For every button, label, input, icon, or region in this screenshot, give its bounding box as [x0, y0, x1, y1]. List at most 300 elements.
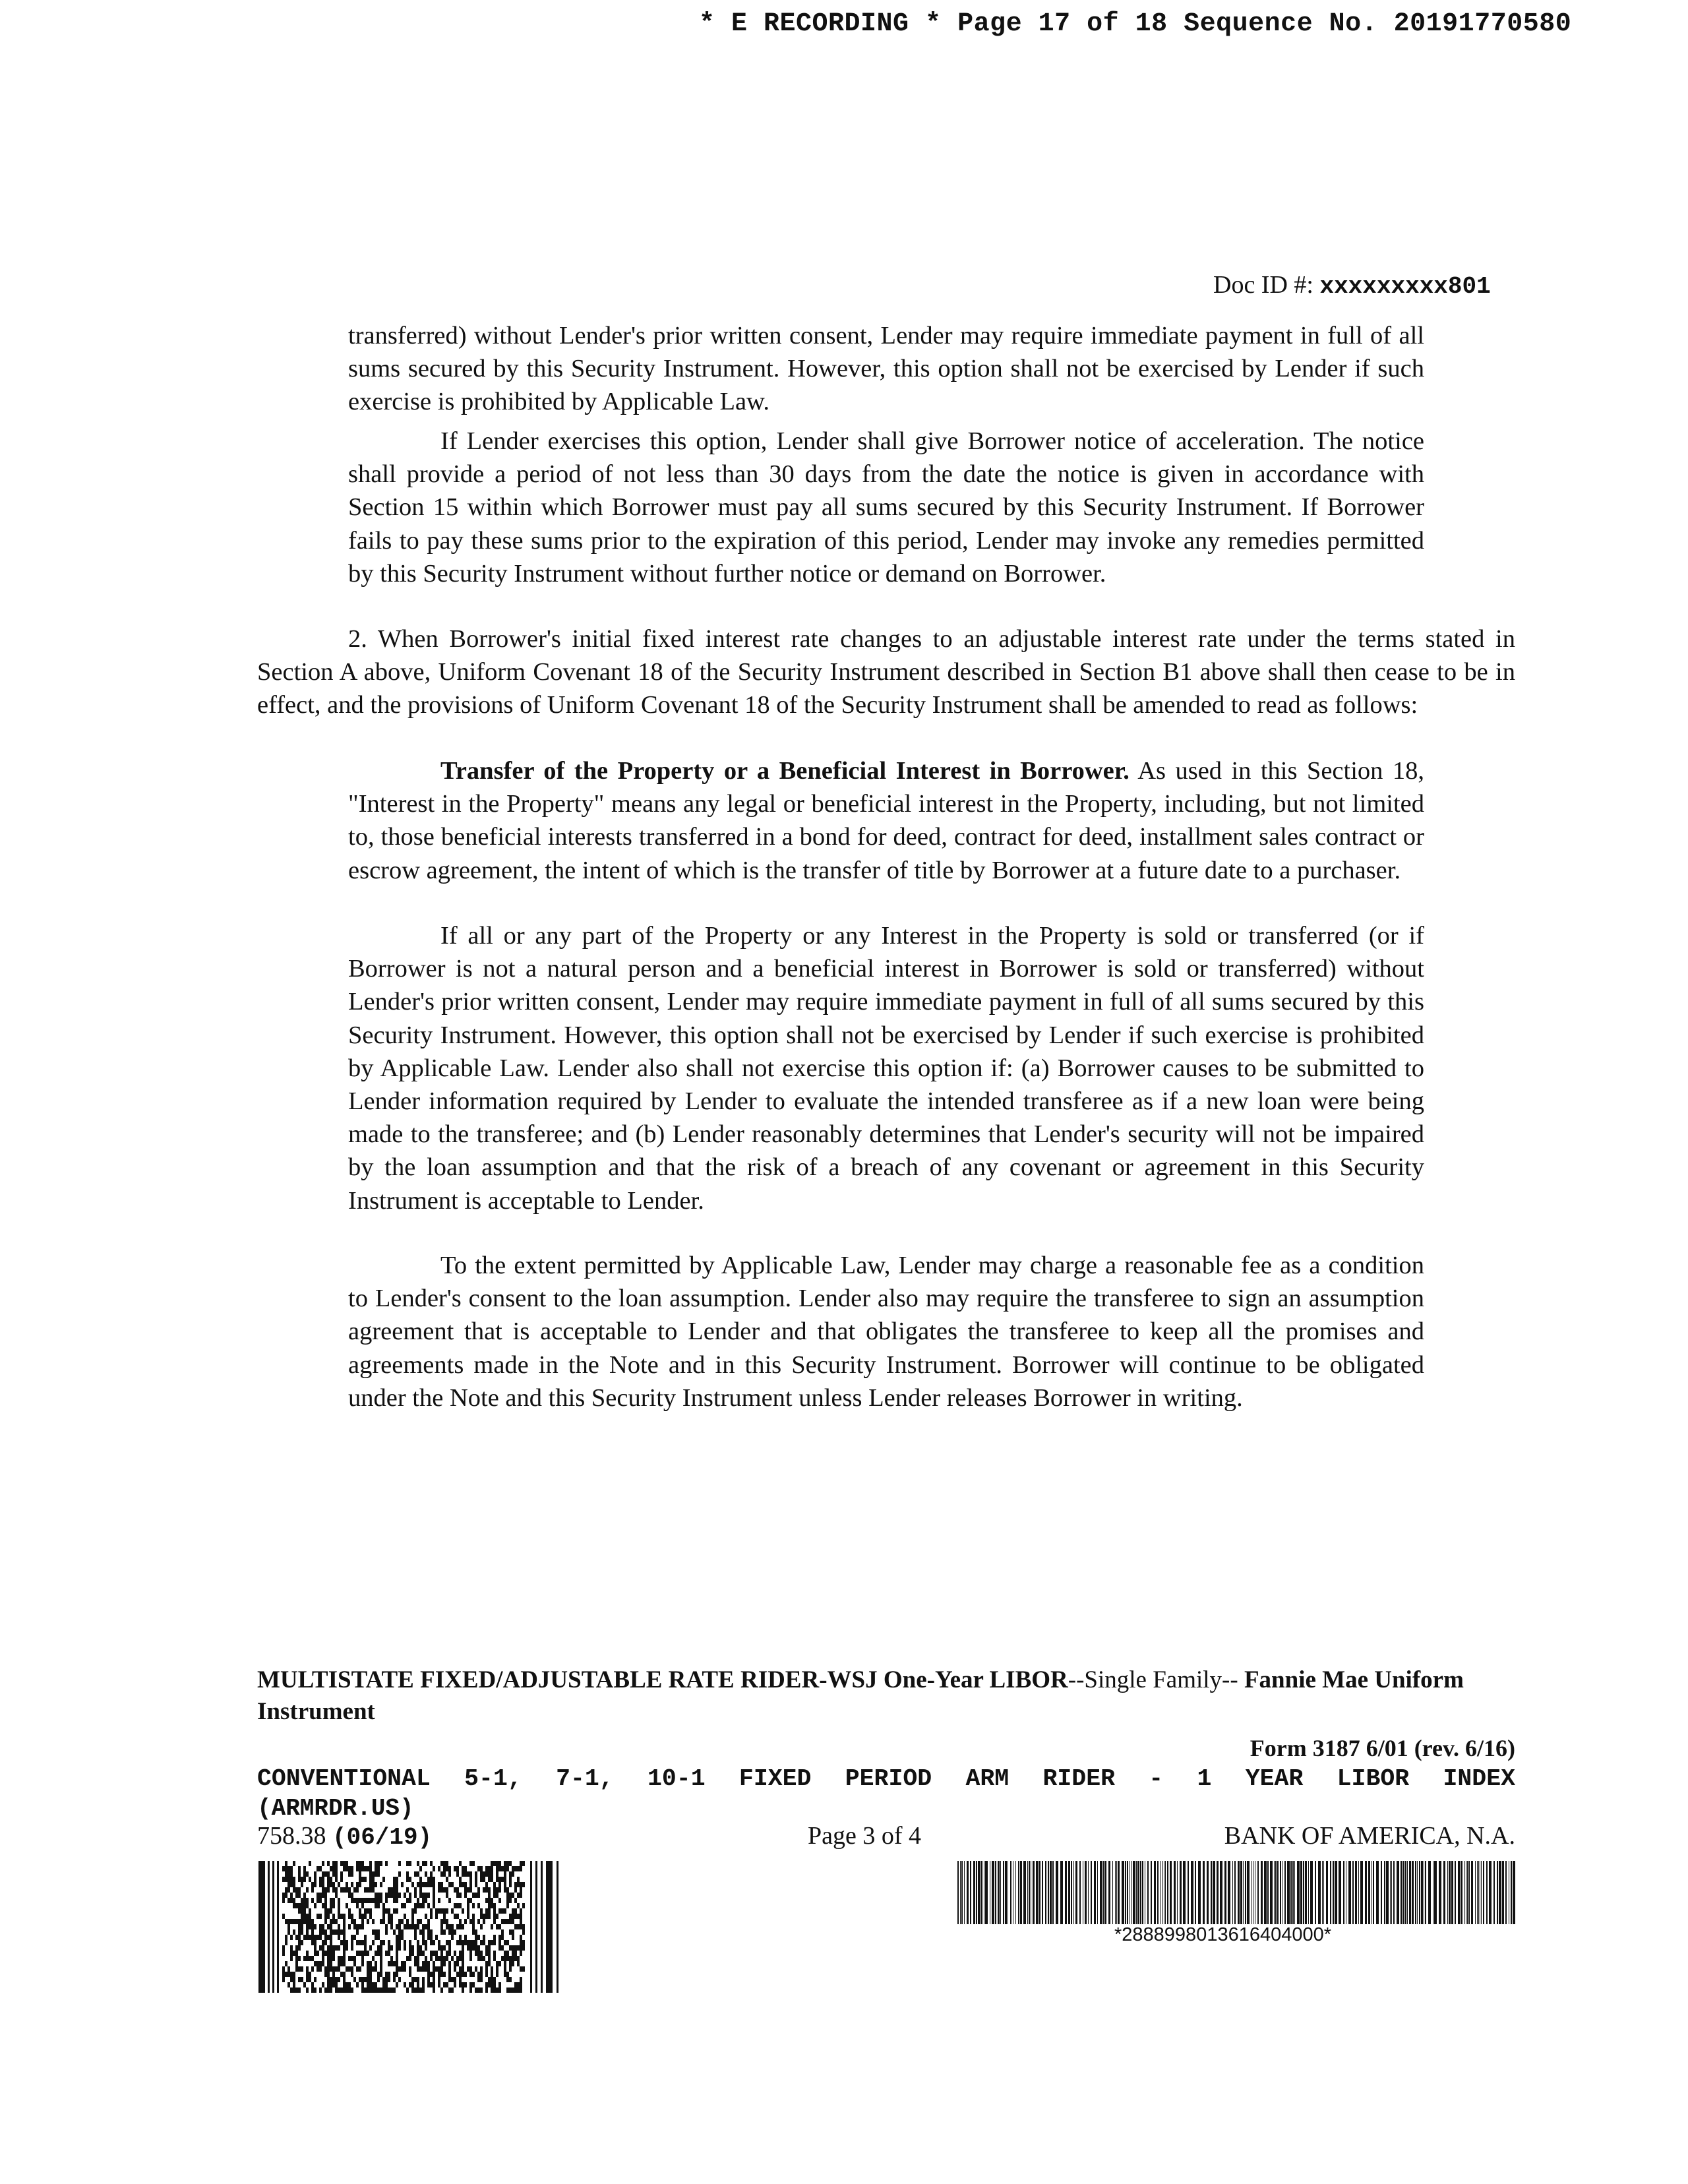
barcode-module	[290, 1919, 293, 1924]
barcode-module	[298, 1966, 301, 1972]
barcode-module	[498, 1898, 501, 1903]
barcode-module	[298, 1866, 301, 1871]
barcode-module	[327, 1961, 330, 1966]
barcode-module	[293, 1972, 295, 1977]
barcode-module	[324, 1908, 327, 1914]
barcode-module	[517, 1987, 520, 1993]
barcode-bar	[1234, 1861, 1236, 1924]
barcode-bar	[1326, 1861, 1328, 1924]
barcode-module	[488, 1903, 491, 1908]
barcode-module	[340, 1956, 343, 1961]
barcode-module	[311, 1919, 314, 1924]
barcode-bar	[1376, 1861, 1379, 1924]
barcode-module	[485, 1898, 488, 1903]
barcode-module	[375, 1982, 377, 1987]
barcode-module	[319, 1924, 322, 1929]
barcode-module	[430, 1956, 433, 1961]
barcode-module	[506, 1951, 509, 1956]
barcode-bar	[1094, 1861, 1096, 1924]
barcode-bar	[1091, 1861, 1092, 1924]
barcode-bar	[1391, 1861, 1392, 1924]
barcode-module	[338, 1977, 340, 1982]
barcode-module	[343, 1982, 346, 1987]
barcode-module	[414, 1929, 417, 1935]
barcode-module	[522, 1945, 525, 1951]
barcode-module	[488, 1945, 491, 1951]
barcode-module	[385, 1951, 388, 1956]
barcode-module	[480, 1940, 483, 1945]
barcode-bar	[1464, 1861, 1465, 1924]
barcode-bar	[1425, 1861, 1426, 1924]
barcode-module	[509, 1882, 512, 1887]
barcode-bar	[998, 1861, 1000, 1924]
barcode-module	[438, 1972, 440, 1977]
barcode-module	[361, 1914, 364, 1919]
barcode-module	[369, 1866, 372, 1871]
barcode-module	[451, 1977, 454, 1982]
barcode-module	[327, 1972, 330, 1977]
barcode-module	[388, 1940, 390, 1945]
barcode-module	[335, 1966, 338, 1972]
barcode-module	[496, 1893, 498, 1898]
barcode-module	[372, 1882, 375, 1887]
barcode-module	[496, 1866, 498, 1871]
barcode-module	[287, 1866, 290, 1871]
barcode-module	[314, 1961, 316, 1966]
barcode-module	[485, 1972, 488, 1977]
barcode-module	[367, 1866, 369, 1871]
barcode-bar	[1073, 1861, 1074, 1924]
barcode-bar	[1447, 1861, 1448, 1924]
barcode-module	[467, 1898, 469, 1903]
barcode-module	[417, 1977, 419, 1982]
barcode-module	[332, 1956, 335, 1961]
barcode-module	[409, 1972, 411, 1977]
barcode-module	[485, 1987, 488, 1993]
barcode-module	[454, 1887, 456, 1893]
barcode-module	[493, 1914, 496, 1919]
paragraph-text	[348, 754, 1424, 887]
barcode-module	[327, 1982, 330, 1987]
barcode-module	[438, 1882, 440, 1887]
barcode-module	[411, 1914, 414, 1919]
barcode-bar	[1075, 1861, 1077, 1924]
barcode-module	[409, 1945, 411, 1951]
barcode-module	[509, 1861, 512, 1866]
barcode-module	[520, 1908, 522, 1914]
barcode-bar	[964, 1861, 965, 1924]
barcode-bar	[1257, 1861, 1259, 1924]
barcode-module	[401, 1929, 404, 1935]
barcode-bar	[1220, 1861, 1222, 1924]
barcode-module	[335, 1887, 338, 1893]
barcode-module	[459, 1940, 462, 1945]
barcode-bar	[1015, 1861, 1016, 1924]
barcode-module	[464, 1919, 467, 1924]
barcode-module	[520, 1977, 522, 1982]
barcode-bar	[1071, 1861, 1072, 1924]
barcode-module	[443, 1887, 446, 1893]
barcode-module	[343, 1914, 346, 1919]
barcode-module	[520, 1924, 522, 1929]
barcode-module	[343, 1945, 346, 1951]
barcode-module	[398, 1929, 401, 1935]
barcode-module	[306, 1987, 309, 1993]
barcode-module	[322, 1940, 324, 1945]
barcode-module	[285, 1871, 287, 1877]
barcode-module	[419, 1887, 422, 1893]
barcode-module	[375, 1871, 377, 1877]
barcode-module	[293, 1919, 295, 1924]
barcode-module	[509, 1877, 512, 1882]
barcode-module	[393, 1893, 396, 1898]
barcode-bar	[1050, 1861, 1052, 1924]
barcode-bar	[967, 1861, 969, 1924]
barcode-module	[488, 1898, 491, 1903]
barcode-module	[417, 1861, 419, 1866]
barcode-module	[496, 1861, 498, 1866]
barcode-module	[295, 1935, 298, 1940]
barcode-module	[295, 1945, 298, 1951]
barcode-module	[375, 1935, 377, 1940]
barcode-module	[338, 1987, 340, 1993]
barcode-module	[385, 1908, 388, 1914]
barcode-module	[475, 1935, 477, 1940]
barcode-module	[504, 1966, 506, 1972]
barcode-module	[488, 1908, 491, 1914]
barcode-module	[303, 1866, 306, 1871]
barcode-module	[367, 1987, 369, 1993]
barcode-module	[359, 1898, 361, 1903]
barcode-bar	[1240, 1861, 1242, 1924]
barcode-module	[498, 1908, 501, 1914]
barcode-module	[517, 1893, 520, 1898]
barcode-module	[438, 1977, 440, 1982]
barcode-module	[496, 1871, 498, 1877]
barcode-module	[493, 1861, 496, 1866]
barcode-module	[372, 1940, 375, 1945]
barcode-module	[469, 1987, 472, 1993]
barcode-module	[462, 1908, 464, 1914]
barcode-module	[293, 1903, 295, 1908]
barcode-module	[520, 1882, 522, 1887]
barcode-bar	[1042, 1861, 1043, 1924]
barcode-module	[330, 1866, 332, 1871]
barcode-module	[430, 1940, 433, 1945]
barcode-module	[377, 1951, 380, 1956]
barcode-module	[335, 1871, 338, 1877]
barcode-module	[464, 1972, 467, 1977]
barcode-module	[353, 1919, 356, 1924]
barcode-module	[498, 1982, 501, 1987]
barcode-module	[324, 1987, 327, 1993]
barcode-module	[485, 1887, 488, 1893]
barcode-module	[306, 1903, 309, 1908]
barcode-module	[448, 1940, 451, 1945]
barcode-module	[343, 1977, 346, 1982]
barcode-module	[469, 1882, 472, 1887]
barcode-module	[295, 1951, 298, 1956]
barcode-module	[430, 1871, 433, 1877]
barcode-module	[340, 1914, 343, 1919]
barcode-module	[475, 1929, 477, 1935]
barcode-module	[290, 1972, 293, 1977]
barcode-bar	[1284, 1861, 1286, 1924]
paragraph-text: If Lender exercises this option, Lender shall give Borrower notice of acceleration. The notice shall provide a period of not less than 30 days from the date the notice is given in accordance with Section 15 within which Borrower must pay all sums secured by this Security Instrument. If Borrower fails to pay these sums prior to the expiration of this period, Lender may invoke any remedies permitted by this Security Instrument without further notice or demand on Borrower.	[348, 427, 1424, 588]
barcode-module	[485, 1871, 488, 1877]
barcode-module	[295, 1893, 298, 1898]
barcode-module	[488, 1887, 491, 1893]
barcode-module	[377, 1893, 380, 1898]
barcode-module	[459, 1951, 462, 1956]
barcode-bar	[1497, 1861, 1498, 1924]
barcode-module	[340, 1887, 343, 1893]
barcode-module	[498, 1882, 501, 1887]
barcode-module	[351, 1893, 353, 1898]
barcode-module	[282, 1966, 285, 1972]
barcode-module	[491, 1866, 493, 1871]
barcode-module	[396, 1945, 398, 1951]
barcode-module	[454, 1961, 456, 1966]
barcode-module	[396, 1935, 398, 1940]
barcode-module	[491, 1987, 493, 1993]
barcode-module	[512, 1951, 514, 1956]
barcode-bar	[1330, 1861, 1331, 1924]
barcode-module	[306, 1972, 309, 1977]
barcode-module	[380, 1961, 382, 1966]
barcode-module	[322, 1882, 324, 1887]
barcode-module	[425, 1966, 427, 1972]
barcode-module	[417, 1945, 419, 1951]
barcode-module	[359, 1924, 361, 1929]
barcode-module	[343, 1940, 346, 1945]
barcode-module	[522, 1882, 525, 1887]
barcode-module	[438, 1887, 440, 1893]
barcode-module	[504, 1866, 506, 1871]
barcode-module	[369, 1861, 372, 1866]
barcode-module	[367, 1887, 369, 1893]
barcode-module	[327, 1956, 330, 1961]
barcode-module	[301, 1903, 303, 1908]
barcode-bar	[1065, 1861, 1067, 1924]
barcode-module	[356, 1882, 359, 1887]
barcode-module	[327, 1914, 330, 1919]
barcode-module	[369, 1877, 372, 1882]
barcode-module	[398, 1861, 401, 1866]
barcode-module	[446, 1924, 448, 1929]
barcode-module	[385, 1972, 388, 1977]
barcode-module	[504, 1919, 506, 1924]
barcode-module	[514, 1908, 517, 1914]
barcode-module	[301, 1924, 303, 1929]
barcode-module	[324, 1935, 327, 1940]
barcode-module	[404, 1903, 406, 1908]
barcode-module	[504, 1861, 506, 1866]
barcode-module	[272, 1861, 274, 1993]
barcode-bar	[1478, 1861, 1479, 1924]
barcode-module	[338, 1966, 340, 1972]
barcode-module	[287, 1877, 290, 1882]
barcode-module	[419, 1966, 422, 1972]
barcode-module	[522, 1940, 525, 1945]
barcode-module	[319, 1914, 322, 1919]
barcode-module	[319, 1987, 322, 1993]
barcode-module	[322, 1903, 324, 1908]
barcode-module	[382, 1987, 385, 1993]
barcode-bar	[1455, 1861, 1456, 1924]
barcode-module	[287, 1871, 290, 1877]
barcode-bar	[1033, 1861, 1035, 1924]
barcode-module	[406, 1919, 409, 1924]
barcode-bar	[1290, 1861, 1292, 1924]
barcode-bar	[995, 1861, 996, 1924]
barcode-module	[422, 1935, 425, 1940]
barcode-module	[364, 1887, 367, 1893]
barcode-module	[422, 1940, 425, 1945]
barcode-module	[330, 1977, 332, 1982]
barcode-module	[512, 1919, 514, 1924]
barcode-module	[369, 1882, 372, 1887]
barcode-module	[393, 1961, 396, 1966]
barcode-module	[385, 1977, 388, 1982]
barcode-bar	[1203, 1861, 1205, 1924]
barcode-module	[509, 1956, 512, 1961]
barcode-module	[409, 1898, 411, 1903]
barcode-module	[459, 1882, 462, 1887]
barcode-module	[361, 1956, 364, 1961]
barcode-module	[433, 1903, 435, 1908]
barcode-bar	[1511, 1861, 1512, 1924]
barcode-bar	[1195, 1861, 1196, 1924]
barcode-module	[414, 1956, 417, 1961]
barcode-module	[359, 1861, 361, 1866]
barcode-module	[330, 1940, 332, 1945]
barcode-module	[419, 1866, 422, 1871]
barcode-module	[459, 1935, 462, 1940]
barcode-module	[493, 1903, 496, 1908]
barcode-module	[496, 1914, 498, 1919]
barcode-module	[493, 1908, 496, 1914]
barcode-module	[364, 1987, 367, 1993]
barcode-module	[324, 1898, 327, 1903]
barcode-module	[338, 1903, 340, 1908]
barcode-module	[512, 1866, 514, 1871]
barcode-module	[375, 1929, 377, 1935]
barcode-module	[446, 1877, 448, 1882]
barcode-module	[493, 1982, 496, 1987]
barcode-module	[440, 1882, 443, 1887]
barcode-module	[504, 1877, 506, 1882]
barcode-module	[401, 1919, 404, 1924]
barcode-module	[512, 1871, 514, 1877]
barcode-module	[372, 1982, 375, 1987]
barcode-module	[520, 1861, 522, 1866]
barcode-module	[477, 1987, 480, 1993]
barcode-module	[477, 1887, 480, 1893]
barcode-module	[427, 1977, 430, 1982]
barcode-module	[448, 1966, 451, 1972]
barcode-module	[498, 1887, 501, 1893]
barcode-module	[332, 1866, 335, 1871]
barcode-module	[496, 1972, 498, 1977]
barcode-module	[409, 1956, 411, 1961]
barcode-module	[480, 1908, 483, 1914]
barcode-module	[364, 1977, 367, 1982]
barcode-module	[353, 1956, 356, 1961]
barcode-bar	[1403, 1861, 1404, 1924]
barcode-bar	[1020, 1861, 1022, 1924]
barcode-module	[488, 1951, 491, 1956]
barcode-module	[504, 1951, 506, 1956]
barcode-bar	[1365, 1861, 1367, 1924]
barcode-module	[330, 1924, 332, 1929]
barcode-module	[282, 1866, 285, 1871]
barcode-module	[364, 1914, 367, 1919]
barcode-module	[522, 1861, 525, 1866]
barcode-module	[361, 1961, 364, 1966]
barcode-module	[469, 1871, 472, 1877]
barcode-module	[372, 1966, 375, 1972]
barcode-module	[324, 1887, 327, 1893]
barcode-module	[298, 1924, 301, 1929]
barcode-module	[327, 1935, 330, 1940]
barcode-module	[346, 1945, 348, 1951]
barcode-module	[324, 1914, 327, 1919]
barcode-module	[287, 1898, 290, 1903]
barcode-module	[293, 1987, 295, 1993]
barcode-module	[430, 1861, 433, 1866]
barcode-module	[353, 1924, 356, 1929]
barcode-module	[330, 1898, 332, 1903]
barcode-module	[343, 1924, 346, 1929]
barcode-module	[282, 1898, 285, 1903]
barcode-module	[388, 1914, 390, 1919]
barcode-module	[311, 1940, 314, 1945]
barcode-module	[311, 1924, 314, 1929]
barcode-module	[409, 1966, 411, 1972]
barcode-module	[398, 1924, 401, 1929]
barcode-module	[467, 1887, 469, 1893]
barcode-module	[359, 1877, 361, 1882]
barcode-module	[369, 1887, 372, 1893]
barcode-module	[335, 1877, 338, 1882]
barcode-module	[464, 1882, 467, 1887]
recording-header: * E RECORDING * Page 17 of 18 Sequence No. 20191770580	[699, 9, 1572, 39]
barcode-module	[491, 1877, 493, 1882]
barcode-module	[522, 1929, 525, 1935]
barcode-module	[446, 1951, 448, 1956]
barcode-module	[375, 1861, 377, 1866]
barcode-module	[314, 1987, 316, 1993]
barcode-module	[285, 1961, 287, 1966]
barcode-bar	[1000, 1861, 1001, 1924]
barcode-module	[411, 1945, 414, 1951]
barcode-module	[419, 1951, 422, 1956]
barcode-module	[517, 1882, 520, 1887]
barcode-module	[419, 1987, 422, 1993]
barcode-bar	[961, 1861, 963, 1924]
barcode-bar	[1287, 1861, 1290, 1924]
barcode-module	[404, 1945, 406, 1951]
barcode-module	[377, 1945, 380, 1951]
barcode-module	[309, 1924, 311, 1929]
barcode-module	[375, 1898, 377, 1903]
barcode-module	[369, 1945, 372, 1951]
barcode-module	[301, 1877, 303, 1882]
barcode-module	[401, 1903, 404, 1908]
barcode-module	[514, 1924, 517, 1929]
barcode-module	[520, 1935, 522, 1940]
